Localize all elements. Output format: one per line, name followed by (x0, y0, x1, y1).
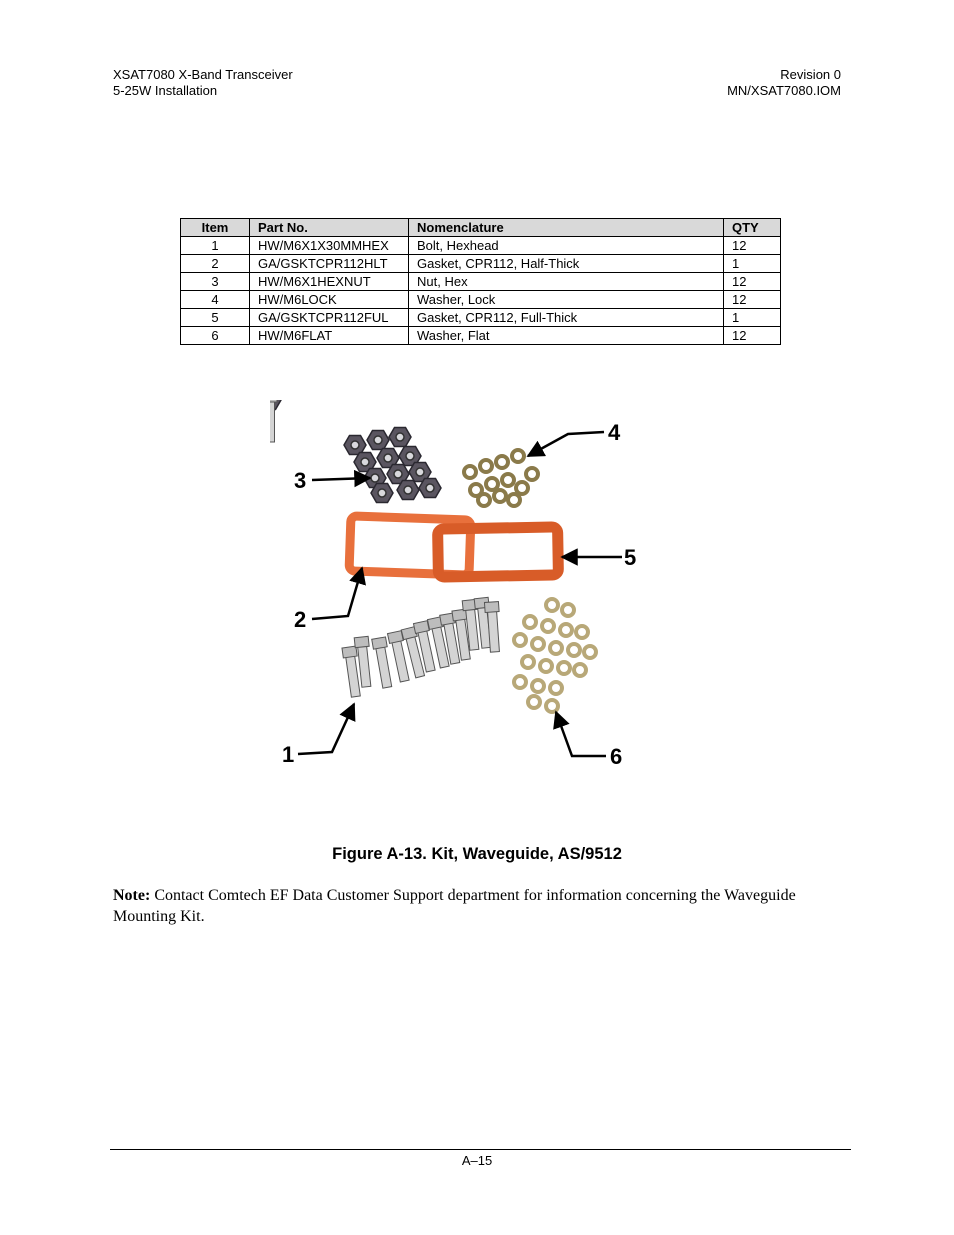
column-header-item: Item (181, 219, 250, 237)
cell-part-no: HW/M6FLAT (250, 327, 409, 345)
footer-divider (110, 1149, 851, 1150)
leader-lines (298, 432, 622, 756)
cell-nomenclature: Washer, Flat (409, 327, 724, 345)
callout-6: 6 (610, 744, 623, 769)
leader-2 (312, 568, 362, 619)
table-row (181, 237, 781, 255)
cell-item: 5 (181, 309, 250, 327)
cell-nomenclature: Gasket, CPR112, Full-Thick (409, 309, 724, 327)
table-row (181, 327, 781, 345)
cell-part-no: GA/GSKTCPR112HLT (250, 255, 409, 273)
table-header-row (181, 219, 781, 237)
cell-nomenclature: Bolt, Hexhead (409, 237, 724, 255)
cell-qty: 1 (724, 255, 781, 273)
callout-3: 3 (294, 468, 307, 493)
waveguide-kit-illustration (270, 400, 670, 775)
cell-qty: 1 (724, 309, 781, 327)
callout-1: 1 (282, 742, 295, 767)
table-row (181, 255, 781, 273)
leader-3 (312, 478, 370, 480)
note-text: Contact Comtech EF Data Customer Support department for information concerning the Waveguide Mounting Kit. (113, 887, 796, 925)
cell-qty: 12 (724, 237, 781, 255)
cell-item: 6 (181, 327, 250, 345)
note-paragraph (113, 885, 849, 927)
cell-item: 1 (181, 237, 250, 255)
callout-2: 2 (294, 607, 307, 632)
column-header-nomenclature: Nomenclature (409, 219, 724, 237)
cell-part-no: HW/M6X1X30MMHEX (250, 237, 409, 255)
table-row (181, 291, 781, 309)
figure-caption: Figure A-13. Kit, Waveguide, AS/9512 (332, 845, 622, 863)
full-thick-gasket (438, 527, 559, 577)
header-subtitle: 5-25W Installation (113, 83, 218, 98)
header-doc-number: MN/XSAT7080.IOM (727, 83, 841, 98)
callout-4: 4 (608, 420, 621, 445)
lock-washer-group (464, 450, 538, 506)
parts-table (180, 218, 781, 345)
cell-qty: 12 (724, 273, 781, 291)
callout-5: 5 (624, 545, 637, 570)
header-revision: Revision 0 (780, 67, 841, 82)
page-number: A–15 (461, 1153, 493, 1168)
header-title: XSAT7080 X-Band Transceiver (113, 67, 293, 82)
cell-qty: 12 (724, 327, 781, 345)
note-label: Note: (113, 887, 151, 904)
cell-qty: 12 (724, 291, 781, 309)
cell-item: 4 (181, 291, 250, 309)
leader-4 (528, 432, 604, 456)
column-header-part-no: Part No. (250, 219, 409, 237)
running-header-left (113, 67, 293, 99)
cell-nomenclature: Washer, Lock (409, 291, 724, 309)
leader-1 (298, 704, 354, 754)
cell-nomenclature: Gasket, CPR112, Half-Thick (409, 255, 724, 273)
cell-part-no: HW/M6LOCK (250, 291, 409, 309)
column-header-qty: QTY (724, 219, 781, 237)
running-header-right (727, 67, 841, 99)
cell-nomenclature: Nut, Hex (409, 273, 724, 291)
cell-item: 3 (181, 273, 250, 291)
table-row (181, 273, 781, 291)
flat-washer-group (514, 599, 596, 712)
table-row (181, 309, 781, 327)
waveguide-kit-figure (270, 400, 670, 775)
cell-item: 2 (181, 255, 250, 273)
leader-6 (556, 712, 606, 756)
cell-part-no: HW/M6X1HEXNUT (250, 273, 409, 291)
cell-part-no: GA/GSKTCPR112FUL (250, 309, 409, 327)
